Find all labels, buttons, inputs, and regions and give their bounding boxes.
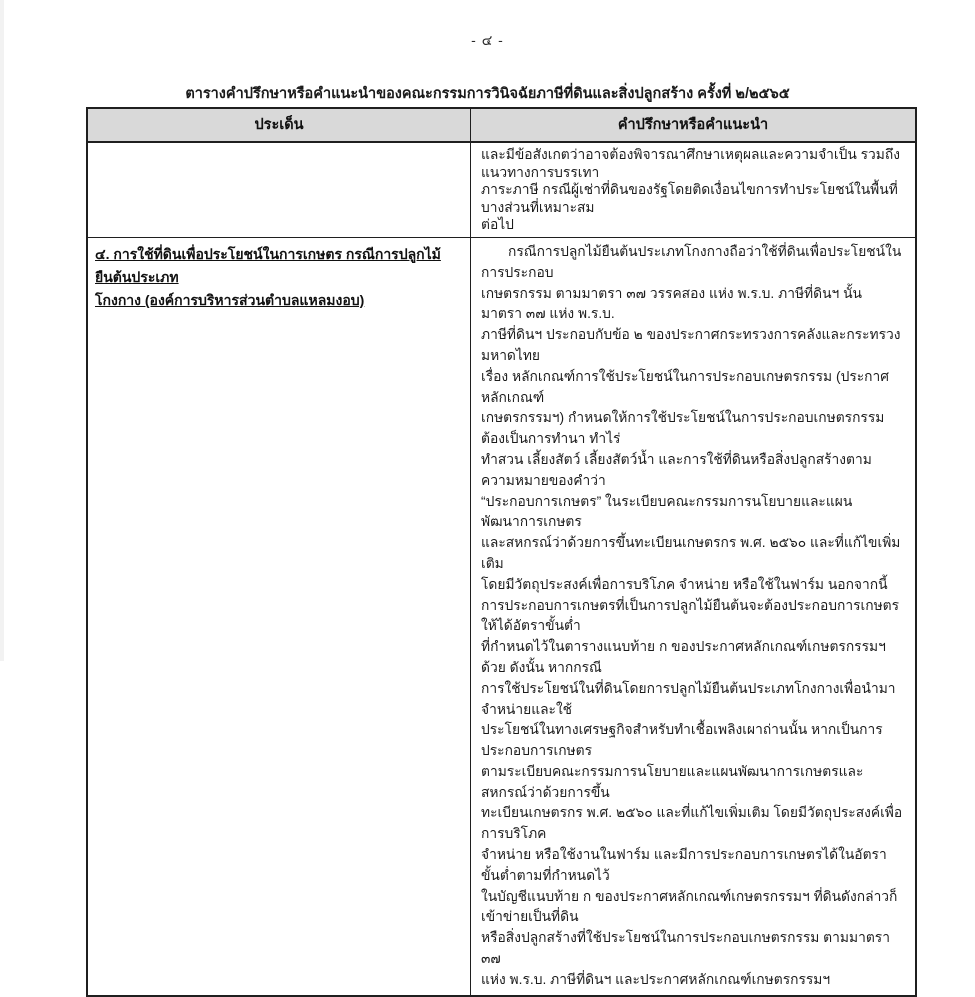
text-line: ภาระภาษี กรณีผู้เช่าที่ดินของรัฐโดยติดเงื่อนไขการทำประโยชน์ในพื้นที่บางส่วนที่เหมาะสม: [481, 182, 898, 215]
text-line: “ประกอบการเกษตร” ในระเบียบคณะกรรมการนโยบายและแผนพัฒนาการเกษตร: [481, 493, 853, 530]
text-line: เรื่อง หลักเกณฑ์การใช้ประโยชน์ในการประกอบเกษตรกรรม (ประกาศหลักเกณฑ์: [481, 368, 890, 405]
text-line: หรือสิ่งปลูกสร้างที่ใช้ประโยชน์ในการประกอบเกษตรกรรม ตามมาตรา ๓๗: [481, 930, 890, 967]
text-line: และสหกรณ์ว่าด้วยการขึ้นทะเบียนเกษตรกร พ.ศ. ๒๕๖๐ และที่แก้ไขเพิ่มเติม: [481, 535, 901, 571]
text-line: โดยมีวัตถุประสงค์เพื่อการบริโภค จำหน่าย หรือใช้ในฟาร์ม นอกจากนี้: [481, 576, 888, 592]
document-title: ตารางคำปรึกษาหรือคำแนะนำของคณะกรรมการวินิจฉัยภาษีที่ดินและสิ่งปลูกสร้าง ครั้งที่ ๒/๒๕๖๕: [185, 86, 790, 102]
text-line: การใช้ประโยชน์ในที่ดินโดยการปลูกไม้ยืนต้นประเภทโกงกางเพื่อนำมาจำหน่ายและใช้: [481, 680, 896, 717]
column-header-advice: คำปรึกษาหรือคำแนะนำ: [617, 117, 769, 133]
text-line: จำหน่าย หรือใช้งานในฟาร์ม และมีการประกอบการเกษตรได้ในอัตราขั้นต่ำตามที่กำหนดไว้: [481, 847, 887, 883]
text-line: การประกอบการเกษตรที่เป็นการปลูกไม้ยืนต้นจะต้องประกอบการเกษตรให้ได้อัตราขั้นต่ำ: [481, 597, 900, 634]
table-row: [88, 143, 915, 238]
text-line: ประโยชน์ในทางเศรษฐกิจสำหรับทำเชื้อเพลิงเผาถ่านนั้น หากเป็นการประกอบการเกษตร: [481, 722, 883, 759]
column-header-issue: ประเด็น: [88, 109, 471, 141]
advice-cell-continuation: [471, 143, 915, 237]
page-number: - ๔ -: [471, 32, 504, 48]
text-line: แห่ง พ.ร.บ. ภาษีที่ดินฯ และประกาศหลักเกณฑ์เกษตรกรรมฯ: [481, 971, 831, 987]
text-line: ทำสวน เลี้ยงสัตว์ เลี้ยงสัตว์น้ำ และการใช้ที่ดินหรือสิ่งปลูกสร้างตามความหมายของคำว่า: [481, 451, 872, 488]
text-line: กรณีการปลูกไม้ยืนต้นประเภทโกงกางถือว่าใช้ที่ดินเพื่อประโยชน์ในการประกอบ: [481, 243, 902, 280]
advice-table: [86, 107, 917, 997]
text-line: ตามระเบียบคณะกรรมการนโยบายและแผนพัฒนาการเกษตรและสหกรณ์ว่าด้วยการขึ้น: [481, 763, 864, 800]
text-line: โกงกาง (องค์การบริหารส่วนตำบลแหลมงอบ): [95, 291, 365, 308]
text-line: ทะเบียนเกษตรกร พ.ศ. ๒๕๖๐ และที่แก้ไขเพิ่มเติม โดยมีวัตถุประสงค์เพื่อการบริโภค: [481, 805, 903, 842]
issue-cell-heading: [88, 238, 471, 995]
table-header-row: [88, 109, 915, 143]
table-row: [88, 238, 915, 995]
text-line: ในบัญชีแนบท้าย ก ของประกาศหลักเกณฑ์เกษตรกรรมฯ ที่ดินดังกล่าวก็เข้าข่ายเป็นที่ดิน: [481, 888, 898, 925]
text-line: ต่อไป: [481, 217, 514, 233]
text-line: ที่กำหนดไว้ในตารางแนบท้าย ก ของประกาศหลักเกณฑ์เกษตรกรรมฯ ด้วย ดังนั้น หากกรณี: [481, 639, 886, 675]
advice-cell-paragraph: [471, 238, 915, 995]
issue-cell-empty: [88, 143, 471, 237]
text-line: เกษตรกรรม ตามมาตรา ๓๗ วรรคสอง แห่ง พ.ร.บ. ภาษีที่ดินฯ นั้น มาตรา ๓๗ แห่ง พ.ร.บ.: [481, 285, 862, 322]
text-line: และมีข้อสังเกตว่าอาจต้องพิจารณาศึกษาเหตุผลและความจำเป็น รวมถึงแนวทางการบรรเทา: [481, 147, 900, 180]
text-line: ภาษีที่ดินฯ ประกอบกับข้อ ๒ ของประกาศกระทรวงการคลังและกระทรวงมหาดไทย: [481, 327, 901, 363]
text-line: เกษตรกรรมฯ) กำหนดให้การใช้ประโยชน์ในการประกอบเกษตรกรรมต้องเป็นการทำนา ทำไร่: [481, 410, 885, 447]
text-line: ๔. การใช้ที่ดินเพื่อประโยชน์ในการเกษตร กรณีการปลูกไม้ยืนต้นประเภท: [95, 245, 441, 285]
